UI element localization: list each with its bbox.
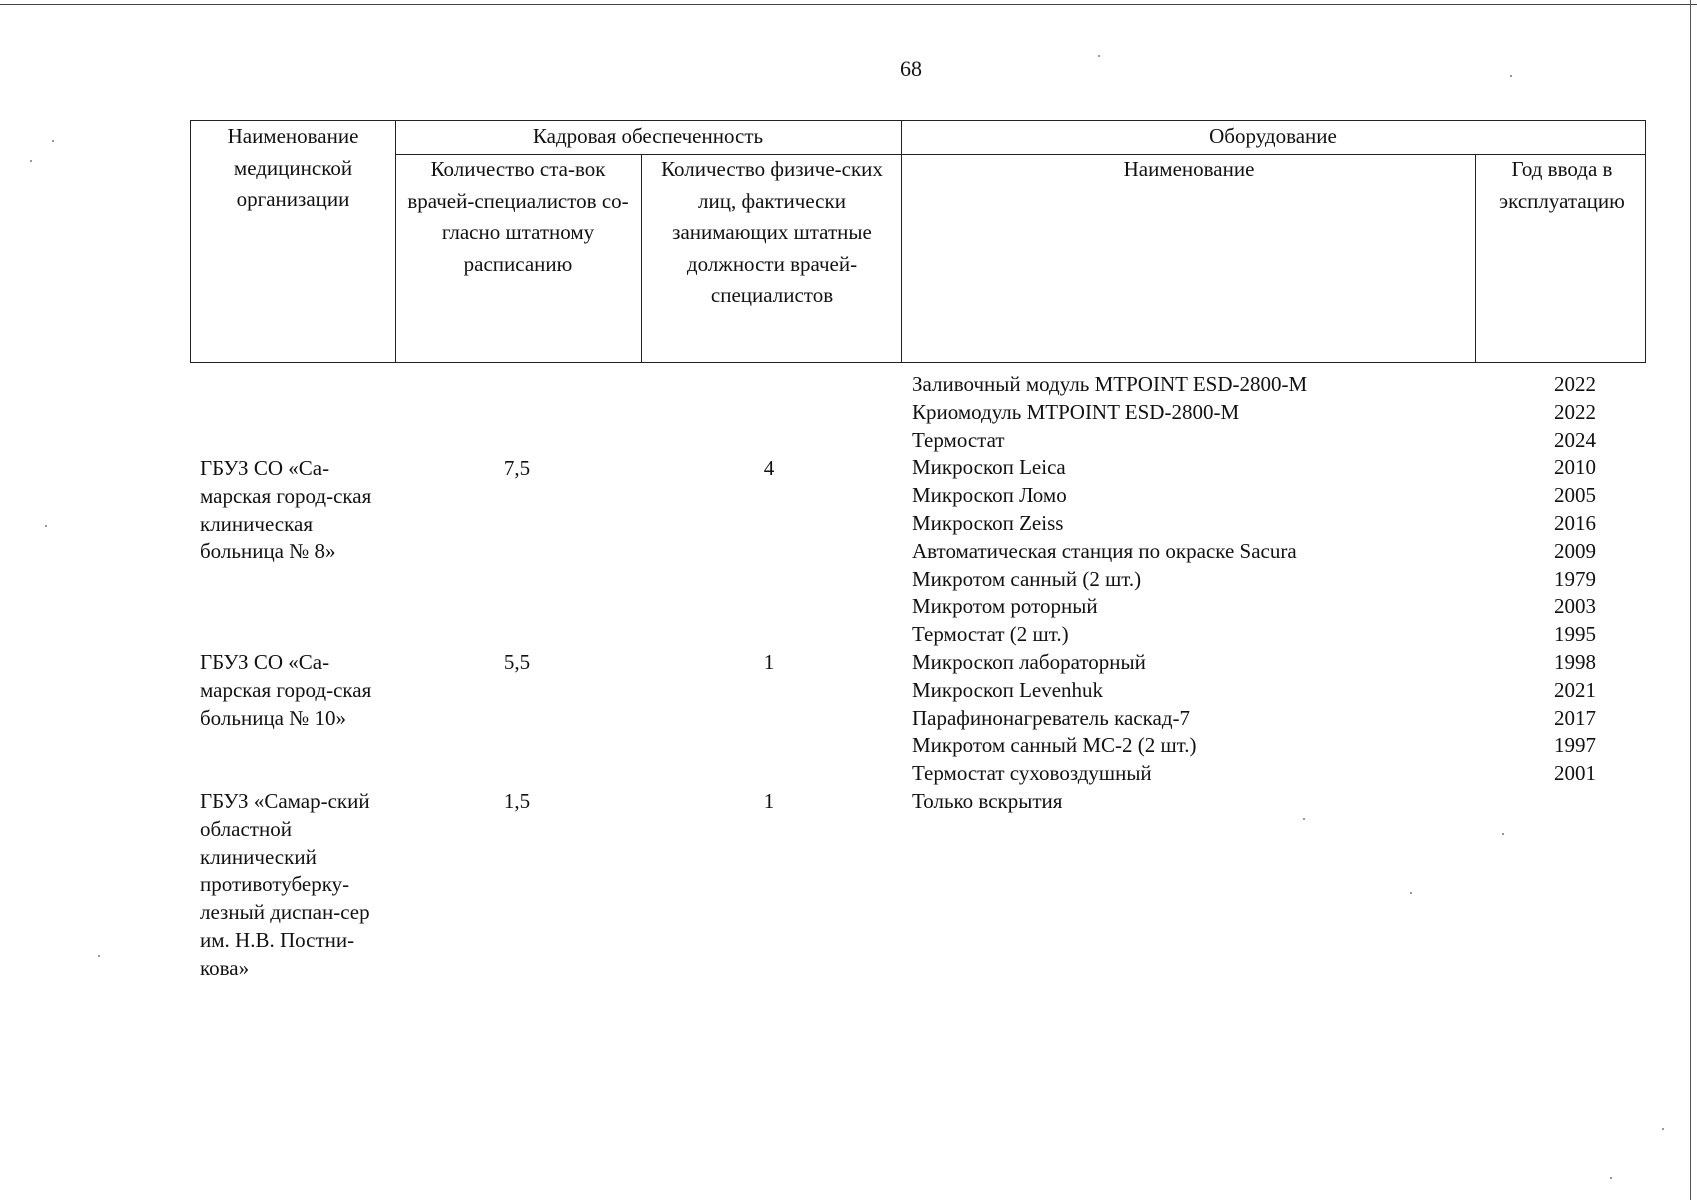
header-equipment-name: Наименование (1123, 157, 1255, 181)
scan-speck (1410, 892, 1412, 894)
equipment-name: Микроскоп Zeiss (912, 510, 1064, 535)
equipment-year (1540, 788, 1610, 816)
equipment-name: Микроскоп Levenhuk (912, 677, 1104, 702)
equipment-year: 2016 (1554, 510, 1596, 535)
header-equipment-group: Оборудование (1209, 124, 1337, 148)
scan-speck (30, 160, 32, 162)
equipment-year: 2022 (1554, 399, 1596, 424)
org-name-row-1: ГБУЗ СО «Са-марская город-ская клиническая больница № 8» (200, 456, 372, 564)
equipment-year: 2017 (1554, 705, 1596, 730)
equipment-year: 1979 (1554, 566, 1596, 591)
header-staffing-group: Кадровая обеспеченность (532, 124, 764, 148)
positions-row-2: 5,5 (503, 650, 531, 674)
equipment-name: Микроскоп Ломо (912, 483, 1067, 508)
equipment-year: 2010 (1554, 455, 1596, 480)
scan-speck (1510, 75, 1512, 77)
header-divider (901, 121, 902, 362)
scan-speck (1303, 818, 1305, 820)
header-divider (641, 154, 642, 362)
equipment-year: 2005 (1554, 483, 1596, 508)
equipment-name: Микроскоп лабораторный (912, 649, 1146, 674)
equipment-year: 2003 (1554, 594, 1596, 619)
equipment-year: 1998 (1554, 649, 1596, 674)
right-edge-rule (1690, 0, 1691, 1200)
scan-speck (1610, 1177, 1612, 1179)
header-staffing-persons: Количество физиче-ских лиц, фактически занимающих штатные должности врачей-специалистов (661, 157, 883, 307)
equipment-name: Микротом роторный (912, 594, 1098, 619)
header-divider (395, 121, 396, 362)
persons-row-3: 1 (763, 789, 775, 813)
org-name-row-3: ГБУЗ «Самар-ский областной клинический противотуберку-лезный диспан-сер им. Н.В. Постни-кова» (200, 789, 370, 980)
persons-row-2: 1 (763, 650, 775, 674)
positions-row-1: 7,5 (503, 456, 531, 480)
org-name-row-2: ГБУЗ СО «Са-марская город-ская больница № 10» (200, 650, 372, 730)
table-header (190, 120, 1646, 363)
equipment-name: Термостат суховоздушный (912, 761, 1152, 786)
equipment-year: 2022 (1554, 372, 1596, 396)
header-equipment-year: Год ввода в эксплуатацию (1499, 157, 1625, 213)
top-rule (0, 4, 1697, 5)
scan-speck (1502, 833, 1504, 835)
equipment-year: 2001 (1554, 761, 1596, 786)
header-staffing-positions: Количество ста-вок врачей-специалистов со-гласно штатному расписанию (407, 157, 629, 276)
equipment-name: Микротом санный (2 шт.) (912, 566, 1142, 591)
equipment-year: 1997 (1554, 733, 1596, 758)
scan-speck (45, 525, 47, 527)
scan-speck (1098, 55, 1100, 57)
equipment-name: Криомодуль MTPOINT ESD-2800-M (912, 399, 1240, 424)
equipment-name: Парафинонагреватель каскад-7 (912, 705, 1191, 730)
equipment-name: Микроскоп Leica (912, 455, 1066, 480)
header-divider (1475, 154, 1476, 362)
equipment-name: Только вскрытия (912, 788, 1063, 813)
page-number: 68 (900, 56, 922, 81)
persons-row-1: 4 (763, 456, 775, 480)
equipment-year: 2021 (1554, 677, 1596, 702)
scan-speck (52, 140, 54, 142)
equipment-year-list (1540, 371, 1610, 816)
scan-speck (1662, 1128, 1664, 1130)
equipment-year: 2024 (1554, 427, 1596, 452)
header-org-name: Наименование медицинской организации (227, 124, 359, 211)
equipment-name: Автоматическая станция по окраске Sacura (912, 538, 1297, 563)
equipment-name: Термостат (2 шт.) (912, 622, 1069, 647)
equipment-name: Термостат (912, 427, 1005, 452)
scan-speck (98, 955, 100, 957)
equipment-name-list (912, 371, 1472, 816)
equipment-name: Микротом санный МС-2 (2 шт.) (912, 733, 1197, 758)
equipment-year: 1995 (1554, 622, 1596, 647)
equipment-name: Заливочный модуль MTPOINT ESD-2800-M (912, 372, 1308, 396)
equipment-year: 2009 (1554, 538, 1596, 563)
positions-row-3: 1,5 (503, 789, 531, 813)
